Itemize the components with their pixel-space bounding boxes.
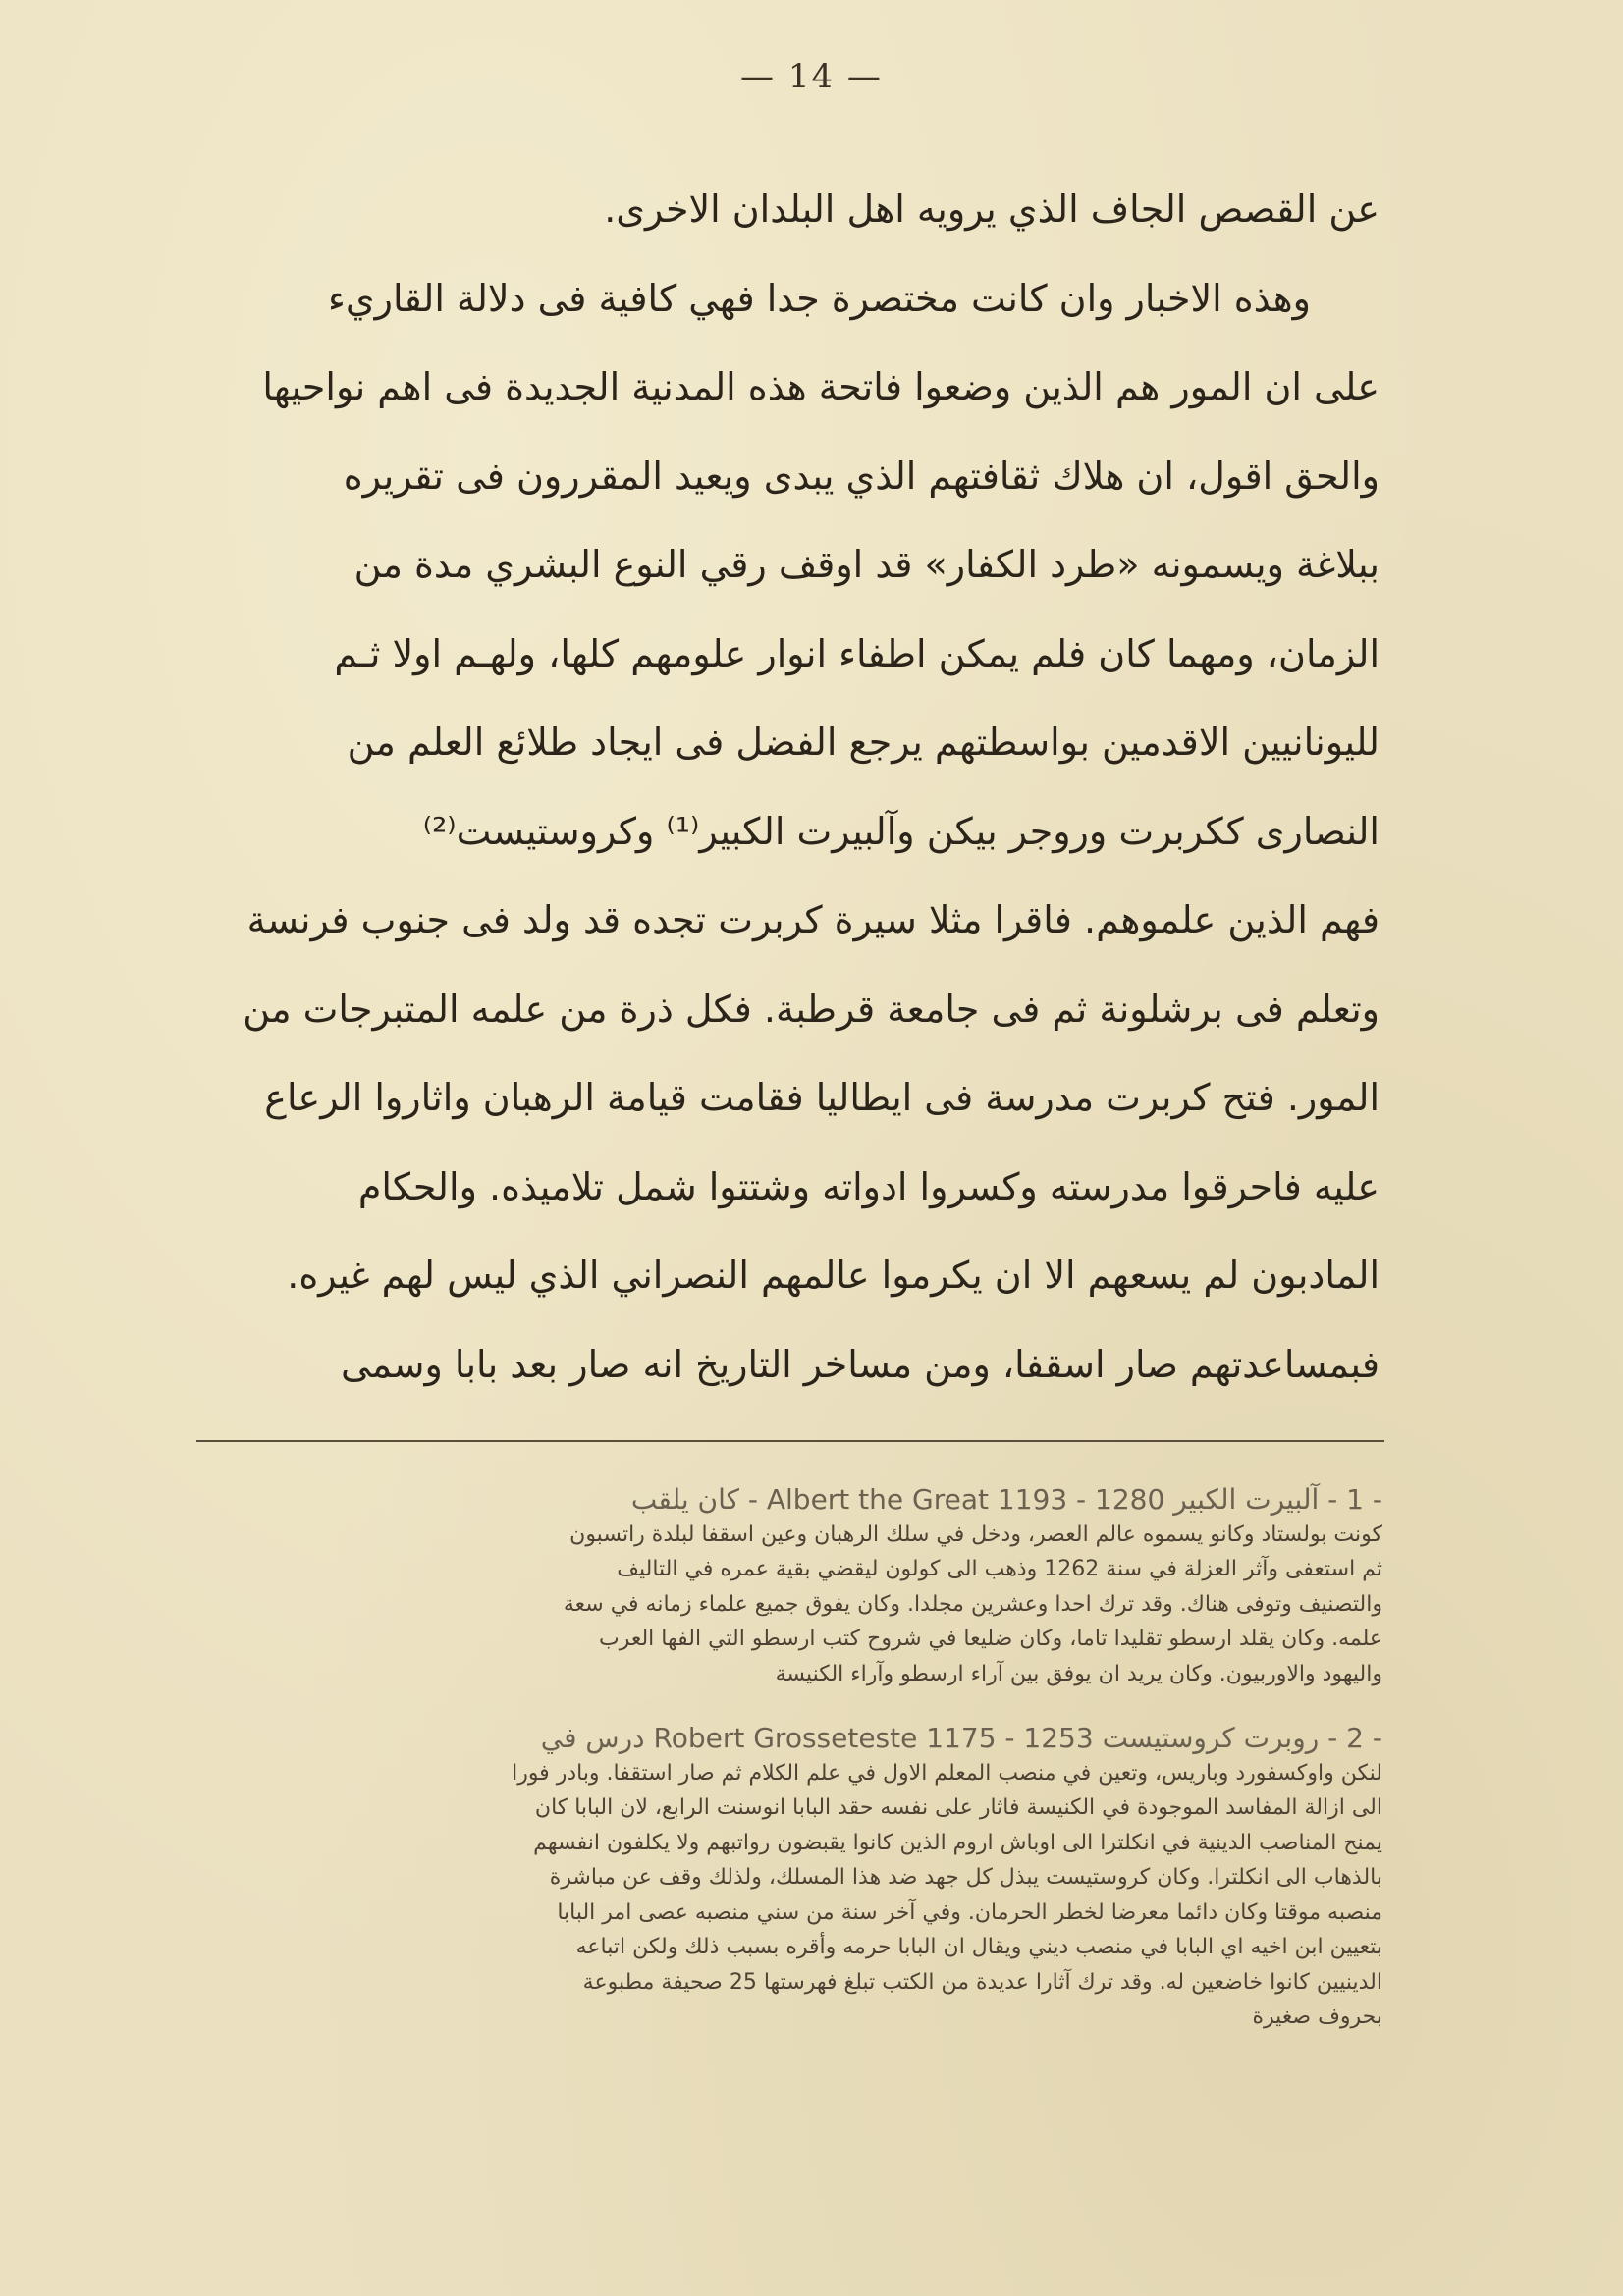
text-line: فهم الذين علموهم. فاقرا مثلا سيرة كربرت تجده قد ولد فى جنوب فرنسة (246, 898, 1380, 941)
footnote-line: لنكن واوكسفورد وباريس، وتعين في منصب المعلم الاول في علم الكلام ثم صار استقفا. وبادر فورا (512, 1760, 1382, 1786)
text-line: المور. فتح كربرت مدرسة فى ايطاليا فقامت قيامة الرهبان واثاروا الرعاع (264, 1076, 1380, 1119)
footnote-line: والتصنيف وتوفى هناك. وقد ترك احدا وعشرين مجلدا. وكان يفوق جميع علماء زمانه في سعة (563, 1591, 1382, 1617)
text-line: والحق اقول، ان هلاك ثقافتهم الذي يبدى ويعيد المقررون فى تقريره (343, 454, 1380, 498)
text-line: وتعلم فى برشلونة ثم فى جامعة قرطبة. فكل ذرة من علمه المتبرجات من (243, 987, 1380, 1031)
footnote-line: الى ازالة المفاسد الموجودة في الكنيسة فاثار على نفسه حقد البابا انوسنت الرابع، لان البابا كان (534, 1795, 1382, 1820)
text-line: عن القصص الجاف الذي يرويه اهل البلدان الاخرى. (604, 187, 1380, 231)
text-line: المادبون لم يسعهم الا ان يكرموا عالمهم النصراني الذي ليس لهم غيره. (287, 1254, 1380, 1297)
footnote-spacer (196, 1691, 1382, 1721)
footnote-line: واليهود والاوربيون. وكان يريد ان يوفق بين آراء ارسطو وآراء الكنيسة (775, 1661, 1382, 1686)
text-line: الزمان، ومهما كان فلم يمكن اطفاء انوار علومهم كلها، ولهـم اولا ثـم (334, 631, 1380, 675)
text-line: وهذه الاخبار وان كانت مختصرة جدا فهي كافية فى دلالة القاريء (327, 276, 1311, 320)
main-text (191, 165, 1380, 1409)
footnote-heading: - 1 - آلبيرت الكبير Albert the Great 1193 - 1280 - كان يلقب (630, 1483, 1382, 1516)
footnote-line: ثم استعفى وآثر العزلة في سنة 1262 وذهب الى كولون ليقضي بقية عمره في التاليف (617, 1557, 1382, 1581)
footnote-heading: - 2 - روبرت كروستيست Robert Grosseteste 1175 - 1253 درس في (540, 1722, 1382, 1754)
footnote-line: بالذهاب الى انكلترا. وكان كروستيست يبذل كل جهد ضد هذا المسلك، ولذلك وقف عن مباشرة (549, 1865, 1382, 1890)
footnote-line: منصبه موقتا وكان دائما معرضا لخطر الحرمان. وفي آخر سنة من سني منصبه عصى امر البابا (557, 1899, 1382, 1925)
footnote-divider (196, 1440, 1384, 1442)
footnote-line: بتعيين ابن اخيه اي البابا في منصب ديني ويقال ان البابا حرمه وأقره بسبب ذلك ولكن اتباعه (575, 1935, 1382, 1959)
footnote-line: يمنح المناصب الدينية في انكلترا الى اوباش اروم الذين كانوا يقبضون رواتبهم ولا يكلفون انفسهم (533, 1830, 1382, 1855)
footnotes (196, 1482, 1382, 2035)
text-line: على ان المور هم الذين وضعوا فاتحة هذه المدنية الجديدة فى اهم نواحيها (262, 365, 1380, 408)
text-line: لليونانيين الاقدمين بواسطتهم يرجع الفضل فى ايجاد طلائع العلم من (347, 721, 1380, 764)
text-line: عليه فاحرقوا مدرسته وكسروا ادواته وشتتوا شمل تلاميذه. والحكام (357, 1164, 1380, 1208)
page-number: — 14 — (740, 57, 883, 96)
text-line: النصارى ككربرت وروجر بيكن وآلبيرت الكبير⁽¹⁾ وكروستيست⁽²⁾ (422, 809, 1380, 853)
text-line: ببلاغة ويسمونه «طرد الكفار» قد اوقف رقي النوع البشري مدة من (353, 543, 1380, 586)
footnote-line: كونت بولستاد وكانو يسموه عالم العصر، ودخل في سلك الرهبان وعين اسقفا لبلدة راتسبون (569, 1522, 1382, 1547)
footnote-2 (196, 1721, 1382, 2035)
footnote-line: الدينيين كانوا خاضعين له. وقد ترك آثارا عديدة من الكتب تبلغ فهرستها 25 صحيفة مطبوعة (582, 1969, 1382, 1995)
footnote-1 (196, 1482, 1382, 1691)
text-line: فبمساعدتهم صار اسقفا، ومن مساخر التاريخ انه صار بعد بابا وسمى (340, 1342, 1380, 1386)
footnote-line: علمه. وكان يقلد ارسطو تقليدا تاما، وكان ضليعا في شروح كتب ارسطو التي الفها العرب (599, 1627, 1382, 1651)
footnote-line: بحروف صغيرة (1252, 2004, 1382, 2029)
